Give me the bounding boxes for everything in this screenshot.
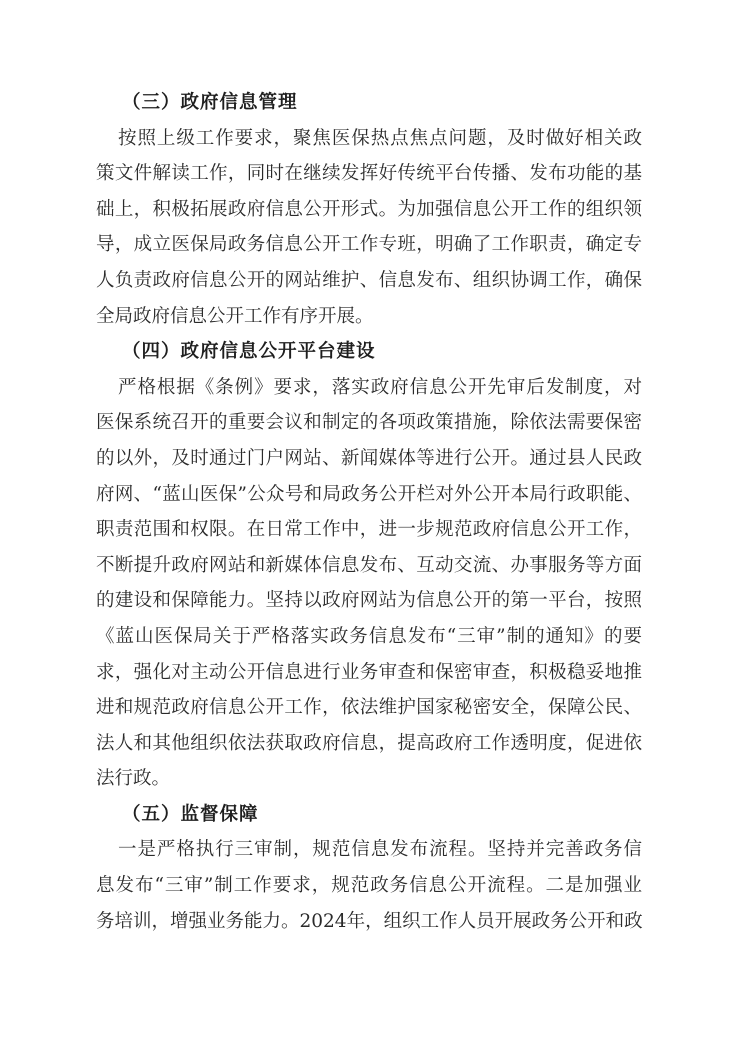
paragraph-line: 求，强化对主动公开信息进行业务审查和保密审查，积极稳妥地推 <box>96 661 642 683</box>
paragraph-line: 府网、“蓝山医保”公众号和局政务公开栏对外公开本局行政职能、 <box>96 483 642 505</box>
paragraph-line: 全局政府信息公开工作有序开展。 <box>96 305 374 327</box>
paragraph-line: 一是严格执行三审制，规范信息发布流程。坚持并完善政务信 <box>118 839 642 861</box>
paragraph-line: 的建设和保障能力。坚持以政府网站为信息公开的第一平台，按照 <box>96 590 642 612</box>
paragraph-line: 不断提升政府网站和新媒体信息发布、互动交流、办事服务等方面 <box>96 554 642 576</box>
paragraph-line: 医保系统召开的重要会议和制定的各项政策措施，除依法需要保密 <box>96 412 642 434</box>
section-heading: （四）政府信息公开平台建设 <box>122 341 376 363</box>
paragraph-line: 策文件解读工作，同时在继续发挥好传统平台传播、发布功能的基 <box>96 163 642 185</box>
document-page <box>96 85 642 939</box>
paragraph-line: 职责范围和权限。在日常工作中，进一步规范政府信息公开工作， <box>96 519 642 541</box>
paragraph-line: 法人和其他组织依法获取政府信息，提高政府工作透明度，促进依 <box>96 732 642 754</box>
paragraph-line: 息发布“三审”制工作要求，规范政务信息公开流程。二是加强业 <box>96 875 642 897</box>
section-heading: （三）政府信息管理 <box>122 92 298 113</box>
document-section <box>96 797 642 939</box>
paragraph-line: 按照上级工作要求，聚焦医保热点焦点问题，及时做好相关政 <box>118 127 642 149</box>
paragraph-line: 人负责政府信息公开的网站维护、信息发布、组织协调工作，确保 <box>96 269 642 291</box>
section-heading: （五）监督保障 <box>122 803 259 825</box>
paragraph-line: 《蓝山医保局关于严格落实政务信息发布“三审”制的通知》的要 <box>96 625 642 647</box>
document-section <box>96 85 642 334</box>
paragraph-line: 严格根据《条例》要求，落实政府信息公开先审后发制度，对 <box>118 376 642 398</box>
paragraph-line: 的以外，及时通过门户网站、新闻媒体等进行公开。通过县人民政 <box>96 447 642 469</box>
paragraph-line: 法行政。 <box>96 768 171 790</box>
paragraph-line: 础上，积极拓展政府信息公开形式。为加强信息公开工作的组织领 <box>96 198 642 220</box>
paragraph-line: 导，成立医保局政务信息公开工作专班，明确了工作职责，确定专 <box>96 234 642 256</box>
paragraph-line: 进和规范政府信息公开工作，依法维护国家秘密安全，保障公民、 <box>96 697 642 719</box>
paragraph-line: 务培训，增强业务能力。2024年，组织工作人员开展政务公开和政 <box>96 910 643 932</box>
document-section <box>96 334 642 797</box>
